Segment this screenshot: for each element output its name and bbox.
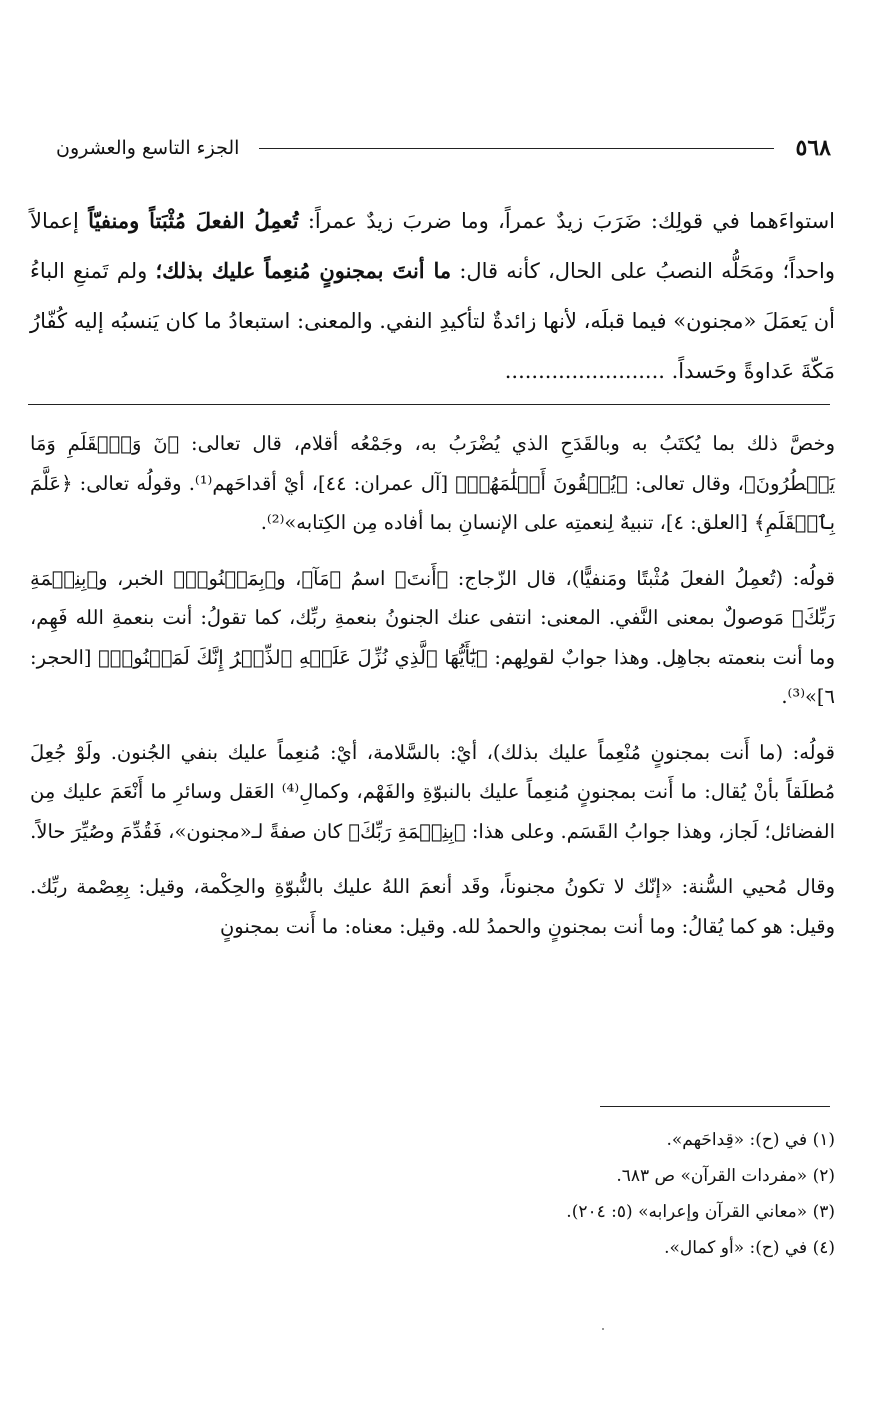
footnote-item: (١) في (ح): «قِداحَهم». — [666, 1130, 835, 1150]
main-paragraph — [30, 196, 835, 396]
main-text-segment: استواءَهما في قولِك: ضَرَبَ زيدٌ عمراً، وما ضربَ زيدٌ عمراً: — [307, 209, 835, 233]
commentary-paragraph: قولُه: (ما أَنت بمجنونٍ مُنْعِماً عليك بذلك)، أيْ: بالسَّلامة، أيْ: مُنعِماً عليك بنفي الجُنون. ولَوْ جُعِلَ مُطلَقاً بأنْ يُقال: ما أَنت بمجنونٍ مُنعِماً عليك بالنبوّةِ والفَهْم، وكمالِ⁽⁴⁾ العَقل وسائرِ ما أَنْعَمَ عليك مِن الفضائل؛ لَجاز، وهذا جوابُ القَسَم. وعلى هذا: ﴿بِنِعۡمَةِ رَبِّكَ﴾ كان صفةً لـ«مجنون»، فَقُدِّمَ وصُيِّرَ حالاً. — [30, 740, 836, 843]
commentary-text — [30, 424, 835, 946]
part-title: الجزء التاسع والعشرون — [56, 137, 240, 159]
commentary-paragraph: قولُه: (تُعمِلُ الفعلَ مُثْبتًا ومَنفيًّا)، قال الزّجاج: ﴿أَنتَ﴾ اسمُ ﴿مَآ﴾، و﴿بِمَجۡنُونٖ﴾ الخبر، و﴿بِنِعۡمَةِ رَبِّكَ﴾ مَوصولٌ بمعنى النَّفي. المعنى: انتفى عنك الجنونُ بنعمةِ ربِّك، كما تقولُ: أنت بنعمةِ الله فَهِم، وما أنت بنعمته بجاهِل. وهذا جوابٌ لقولِهم: ﴿يَٰٓأَيُّهَا ٱلَّذِي نُزِّلَ عَلَيۡهِ ٱلذِّكۡرُ إِنَّكَ لَمَجۡنُونٞ﴾ [الحجر: ٦]»⁽³⁾. — [30, 566, 835, 708]
main-text — [30, 196, 835, 396]
main-text-segment: إعمالاً واحداً؛ ومَحَلُّه النصبُ على الحال، كأنه قال: — [30, 209, 835, 283]
footnote-item: (٢) «مفردات القرآن» ص ٦٨٣. — [616, 1166, 835, 1186]
header-rule — [259, 148, 773, 149]
main-text-segment: ولم تَمنعِ الباءُ أن يَعمَلَ «مجنون» فيما قبلَه، لأنها زائدةٌ لتأكيدِ النفي. والمعنى: استبعادُ ما كان يَنسبُه إليه كُفّارُ مَكّةَ عَداوةً وحَسداً. ........................ — [30, 259, 835, 383]
commentary-paragraph: وقال مُحيي السُّنة: «إنّك لا تكونُ مجنوناً، وقَد أنعمَ اللهُ عليك بالنُّبوّةِ والحِكْمة، وقيل: بِعِصْمة ربِّك. وقيل: هو كما يُقالُ: وما أنت بمجنونٍ والحمدُ لله. وقيل: معناه: ما أَنت بمجنونٍ — [30, 875, 835, 938]
page-number: ٥٦٨ — [795, 135, 831, 161]
footnote-item: (٤) في (ح): «أو كمال». — [664, 1238, 835, 1258]
main-text-bold-segment: تُعمِلُ الفعلَ مُثْبَتاً ومنفيّاً — [88, 208, 299, 233]
scan-speck — [602, 1328, 604, 1330]
footnote-item: (٣) «معاني القرآن وإعرابه» (٥: ٢٠٤). — [566, 1202, 835, 1222]
footnotes — [60, 1122, 835, 1266]
footnote-divider — [600, 1106, 830, 1107]
commentary-paragraph: وخصَّ ذلك بما يُكتَبُ به وبالقَدَحِ الذي يُضْرَبُ به، وجَمْعُه أقلام، قال تعالى: ﴿نٓ وَٱلۡقَلَمِ وَمَا يَسۡطُرُونَ﴾، وقال تعالى: ﴿يُلۡقُونَ أَقۡلَٰمَهُمۡ﴾ [آل عمران: ٤٤]، أيْ أقداحَهم⁽¹⁾. وقولُه تعالى: ﴿عَلَّمَ بِٱلۡقَلَمِ﴾ [العلق: ٤]، تنبيهٌ لِنعمتِه على الإنسانِ بما أفاده مِن الكِتابه»⁽²⁾. — [30, 432, 836, 534]
main-text-bold-segment: ما أنتَ بمجنونٍ مُنعِماً عليك بذلك؛ — [155, 258, 452, 283]
main-commentary-divider — [28, 404, 830, 405]
running-header — [56, 128, 831, 168]
